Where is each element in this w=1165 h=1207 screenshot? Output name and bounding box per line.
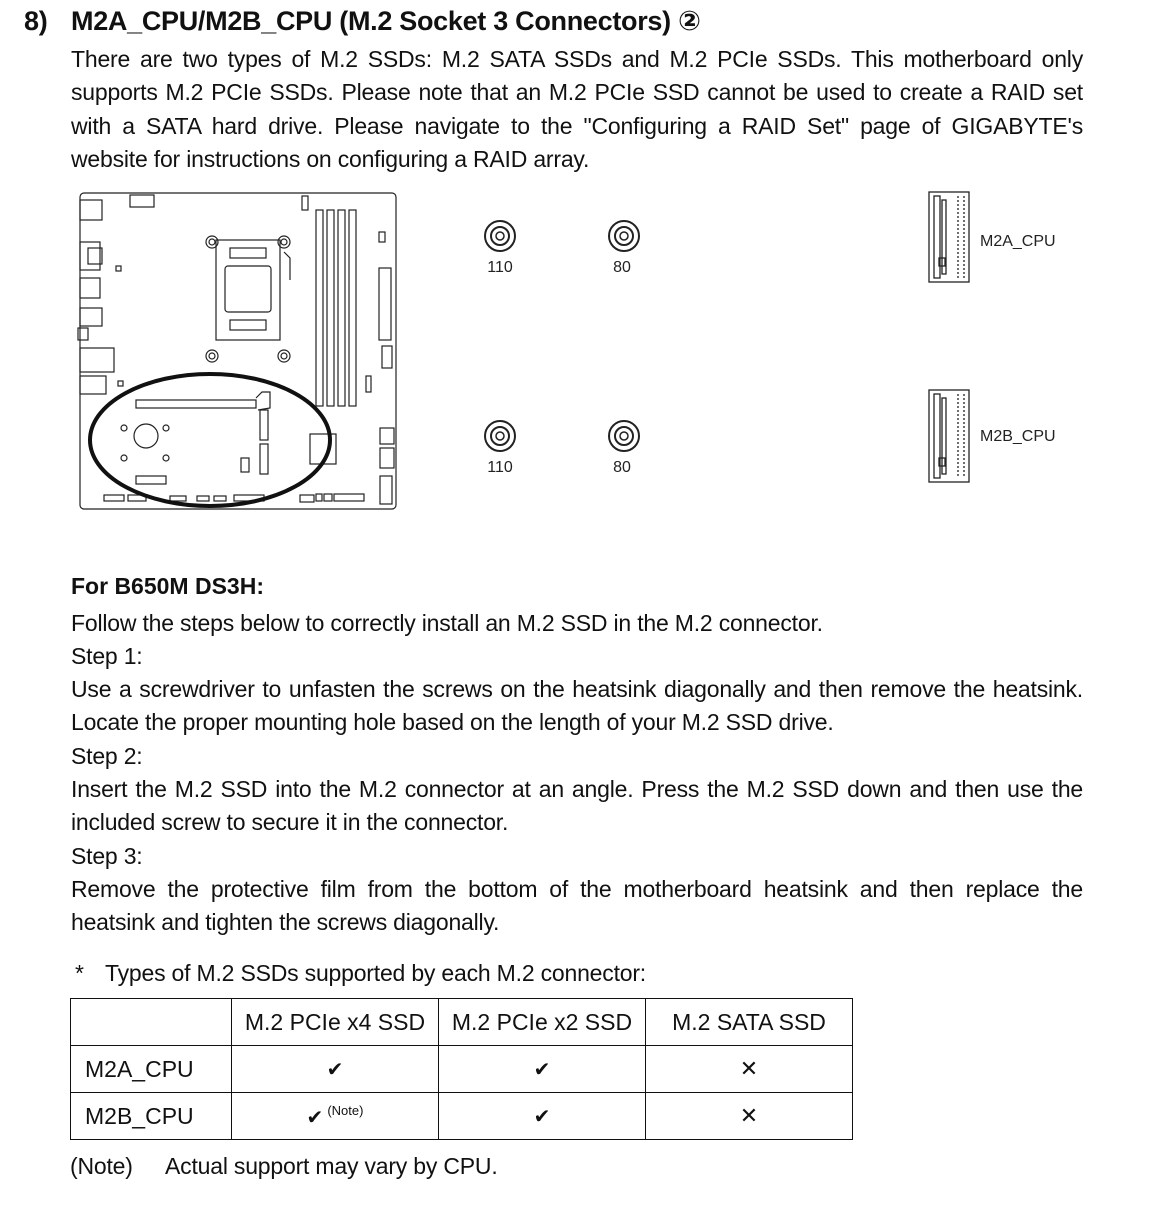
model-subheading: For B650M DS3H: [71,573,264,599]
step1-label: Step 1: [71,643,143,669]
table-header-cell: M.2 PCIe x2 SSD [439,999,646,1046]
step3-label: Step 3: [71,843,143,869]
cross-icon: ✕ [646,1046,853,1093]
step1-text: Use a screwdriver to unfasten the screws on the heatsink diagonally and then remove the heatsink. Locate the proper mounting hole based on the length of your M.2 SSD drive. [71,676,1083,736]
install-lead: Follow the steps below to correctly install an M.2 SSD in the M.2 connector. [71,610,823,636]
footnote-text: Actual support may vary by CPU. [165,1153,498,1179]
step3-text: Remove the protective film from the bottom of the motherboard heatsink and then replace the heatsink and tighten the screws diagonally. [71,876,1083,936]
types-note-text: Types of M.2 SSDs supported by each M.2 connector: [105,960,647,986]
mounting-hole-icon [485,221,639,451]
motherboard-illustration [78,193,396,509]
m2-highlight-ellipse [90,374,330,506]
table-cell [232,1093,439,1140]
table-header-cell: M.2 PCIe x4 SSD [232,999,439,1046]
types-note [75,960,646,987]
check-icon: ✔ [232,1046,439,1093]
check-icon: ✔ [439,1046,646,1093]
row-connector-name: M2A_CPU [71,1046,232,1093]
intro-paragraph: There are two types of M.2 SSDs: M.2 SATA SSDs and M.2 PCIe SSDs. This motherboard only supports M.2 PCIe SSDs. Please note that an M.2 PCIe SSD cannot be used to create a RAID set with a SATA hard drive. Please navigate to the "Configuring a RAID Set" page of GIGABYTE's website for instructions on configuring a RAID array. [71,46,1083,172]
connector-label-m2a: M2A_CPU [980,233,1056,250]
row-connector-name: M2B_CPU [71,1093,232,1140]
connector-label-m2b: M2B_CPU [980,428,1056,445]
note-marker: * [75,960,84,986]
hole-label-110-bottom: 110 [487,459,513,476]
footnote-tag: (Note) [70,1153,133,1179]
section-number: 8) [24,6,48,36]
table-header-cell [71,999,232,1046]
hole-label-80-top: 80 [613,259,631,276]
hole-label-80-bottom: 80 [613,459,631,476]
section-title: M2A_CPU/M2B_CPU (M.2 Socket 3 Connectors) ② [71,6,701,36]
step2-text: Insert the M.2 SSD into the M.2 connector at an angle. Press the M.2 SSD down and then use the included screw to secure it in the connector. [71,776,1083,836]
cross-icon: ✕ [646,1093,853,1140]
m2-connector-diagram [0,180,1165,520]
hole-label-110-top: 110 [487,259,513,276]
table-header-cell: M.2 SATA SSD [646,999,853,1046]
check-icon: ✔ [439,1093,646,1140]
table-header-row [71,999,853,1046]
step2-label: Step 2: [71,743,143,769]
section-heading [24,6,701,37]
table-row [71,1046,853,1093]
m2-connector-icon [929,390,969,482]
note-reference: (Note) [327,1102,364,1118]
m2-connector-icon [929,192,969,282]
ssd-support-table [70,998,853,1140]
footnote [70,1153,498,1180]
check-icon: ✔ [306,1106,324,1129]
table-row [71,1093,853,1140]
